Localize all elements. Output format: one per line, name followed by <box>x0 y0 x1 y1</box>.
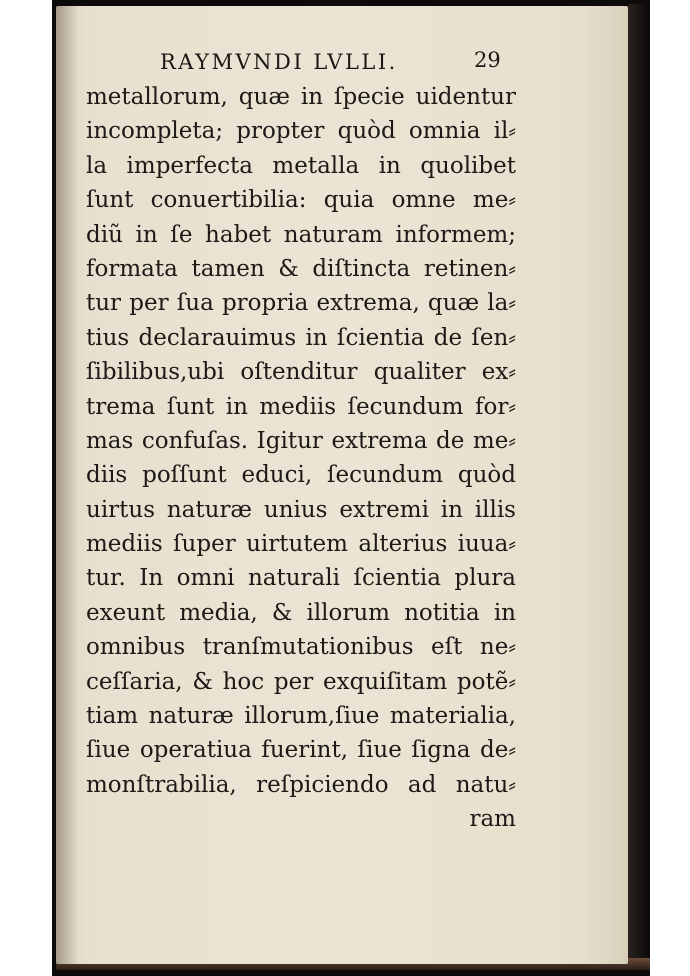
text-line: ceſſaria, & hoc per exquiſitam potẽ⸗ <box>86 668 516 695</box>
text-line: diũ in ſe habet naturam informem; <box>86 221 516 248</box>
text-line: uirtus naturæ unius extremi in illis <box>86 496 516 523</box>
text-line: ſibilibus,ubi oſtenditur qualiter ex⸗ <box>86 359 516 386</box>
gutter-shadow <box>56 6 78 964</box>
text-line: incompleta; propter quòd omnia il⸗ <box>86 118 516 145</box>
running-head: RAYMVNDI LVLLI. <box>160 50 398 74</box>
text-line: formata tamen & diſtincta retinen⸗ <box>86 255 516 282</box>
text-line: exeunt media, & illorum notitia in <box>86 599 516 626</box>
text-line: tur. In omni naturali ſcientia plura <box>86 565 516 592</box>
text-line: trema ſunt in mediis ſecundum for⸗ <box>86 393 516 420</box>
text-line: omnibus tranſmutationibus eſt ne⸗ <box>86 634 516 661</box>
text-line: diis poſſunt educi, ſecundum quòd <box>86 462 516 489</box>
page-number: 29 <box>474 48 501 72</box>
text-line: tiam naturæ illorum,ſiue materialia, <box>86 703 516 730</box>
text-line: mediis ſuper uirtutem alterius iuua⸗ <box>86 531 516 558</box>
text-line: metallorum, quæ in ſpecie uidentur <box>86 84 516 110</box>
text-line: mas confuſas. Igitur extrema de me⸗ <box>86 427 516 454</box>
text-line: ſiue operatiua fuerint, ſiue ſigna de⸗ <box>86 737 516 764</box>
text-line: la imperfecta metalla in quolibet <box>86 152 516 179</box>
text-line: tius declarauimus in ſcientia de ſen⸗ <box>86 324 516 351</box>
text-line: tur per ſua propria extrema, quæ la⸗ <box>86 290 516 317</box>
text-line: ſunt conuertibilia: quia omne me⸗ <box>86 187 516 214</box>
catchword: ram <box>469 806 516 833</box>
text-line: monſtrabilia, reſpiciendo ad natu⸗ <box>86 771 516 798</box>
book-fore-edge <box>628 4 650 970</box>
body-text <box>86 80 516 837</box>
